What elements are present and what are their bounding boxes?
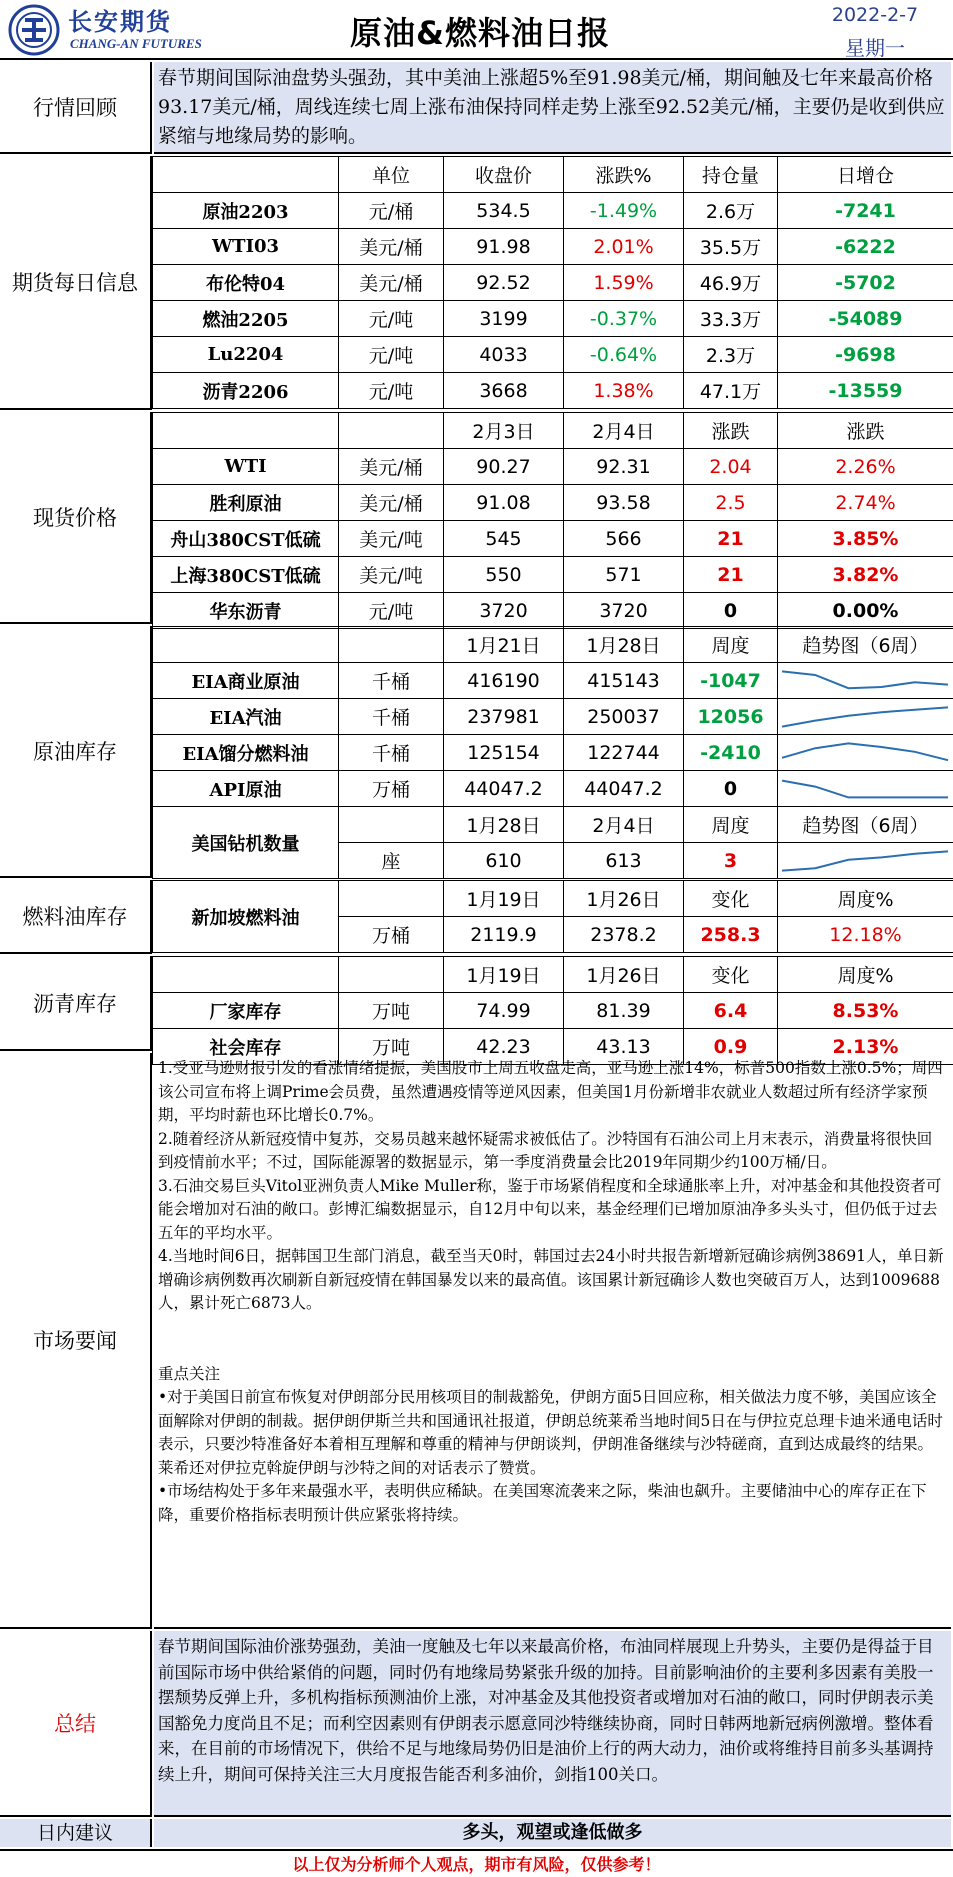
contract-name: Lu2204 <box>153 337 339 373</box>
table-row <box>153 337 953 373</box>
chang-an-logo-icon <box>8 4 60 56</box>
trend-cell <box>778 735 953 771</box>
value-cell: 237981 <box>444 699 564 735</box>
news-item: 3.石油交易巨头Vitol亚洲负责人Mike Muller称，鉴于市场紧俏程度和全球通胀率上升，对冲基金和其他投资者可能会增加对石油的敞口。彭博汇编数据显示，自12月中旬以来，基金经理们已增加原油净多头头寸，但仍低于过去五年的平均水平。 <box>158 1176 942 1242</box>
contract-name: 沥青2206 <box>153 373 339 409</box>
focus-item: •市场结构处于多年来最强水平，表明供应稀缺。在美国寒流袭来之际，柴油也飙升。主要储油中心的库存正在下降，重要价格指标表明预计供应紧张将持续。 <box>158 1482 927 1524</box>
section-label-crude-inventory: 原油库存 <box>0 626 152 878</box>
unit-cell: 元/吨 <box>339 301 444 337</box>
value-cell: 3720 <box>444 593 564 629</box>
value-cell: 415143 <box>564 663 684 699</box>
page-title: 原油&燃料油日报 <box>350 14 610 52</box>
fuel-header-row <box>153 881 953 917</box>
table-row <box>153 193 953 229</box>
contract-name: 原油2203 <box>153 193 339 229</box>
spot-header-blank-2 <box>339 413 444 449</box>
contract-name: 布伦特04 <box>153 265 339 301</box>
trend-cell <box>778 699 953 735</box>
fuel-header-pct: 周度% <box>778 881 953 917</box>
value-cell: 44047.2 <box>444 771 564 807</box>
rig-header-row <box>153 807 953 843</box>
unit-cell: 万桶 <box>339 771 444 807</box>
focus-item: •对于美国日前宣布恢复对伊朗部分民用核项目的制裁豁免，伊朗方面5日回应称，相关做法力度不够，美国应该全面解除对伊朗的制裁。据伊朗伊斯兰共和国通讯社报道，伊朗总统莱希当地时间5日在与伊拉克总理卡迪米通电话时表示，只要沙特准备好本着相互理解和尊重的精神与伊朗谈判，伊朗准备继续与沙特磋商，直到达成最终的结果。莱希还对伊拉克斡旋伊朗与沙特之间的对话表示了赞赏。 <box>158 1388 943 1477</box>
change-cell: 1.59% <box>564 265 684 301</box>
market-news <box>154 1053 951 1629</box>
oi-cell: 33.3万 <box>684 301 778 337</box>
value-cell: 566 <box>564 521 684 557</box>
change-cell: 2.04 <box>684 449 778 485</box>
value-cell: 122744 <box>564 735 684 771</box>
spot-name: 胜利原油 <box>153 485 339 521</box>
section-label-asphalt-inventory: 沥青库存 <box>0 956 152 1051</box>
value-cell: 81.39 <box>564 993 684 1029</box>
crude-header-d2: 1月28日 <box>564 627 684 663</box>
table-row <box>153 301 953 337</box>
inventory-name: EIA商业原油 <box>153 663 339 699</box>
review-text: 春节期间国际油盘势头强劲，其中美油上涨超5%至91.98美元/桶，期间触及七年来最高价格93.17美元/桶，周线连续七周上涨布油保持同样走势上涨至92.52美元/桶，主要仍是收到供应紧缩与地缘局势的影响。 <box>154 62 951 154</box>
close-cell: 92.52 <box>444 265 564 301</box>
spot-header-chg: 涨跌 <box>684 413 778 449</box>
value-cell: 2378.2 <box>564 917 684 953</box>
table-row <box>153 993 953 1029</box>
table-row <box>153 699 953 735</box>
table-row <box>153 485 953 521</box>
week-change-cell: 12056 <box>684 699 778 735</box>
contract-name: WTI03 <box>153 229 339 265</box>
rig-header-week: 周度 <box>684 807 778 843</box>
news-spacer <box>158 1316 947 1363</box>
disclaimer: 以上仅为分析师个人观点，期市有风险，仅供参考！ <box>0 1849 953 1877</box>
unit-cell: 万吨 <box>339 993 444 1029</box>
value-cell: 416190 <box>444 663 564 699</box>
unit-cell: 元/吨 <box>339 337 444 373</box>
pct-cell: 2.13% <box>778 1029 953 1065</box>
value-cell: 92.31 <box>564 449 684 485</box>
trend-line <box>782 707 948 726</box>
unit-cell: 千桶 <box>339 699 444 735</box>
unit-cell: 座 <box>339 843 444 879</box>
oi-cell: 2.6万 <box>684 193 778 229</box>
unit-cell: 美元/桶 <box>339 449 444 485</box>
change-cell: 1.38% <box>564 373 684 409</box>
inventory-name: EIA汽油 <box>153 699 339 735</box>
trend-line <box>782 671 948 688</box>
asphalt-header-blank <box>153 957 339 993</box>
rig-header-trend: 趋势图（6周） <box>778 807 953 843</box>
value-cell: 545 <box>444 521 564 557</box>
change-cell: 21 <box>684 521 778 557</box>
value-cell: 44047.2 <box>564 771 684 807</box>
crude-header-blank <box>153 627 339 663</box>
pct-cell: 8.53% <box>778 993 953 1029</box>
oi-change-cell: -6222 <box>778 229 953 265</box>
pct-cell: 3.85% <box>778 521 953 557</box>
section-label-spot: 现货价格 <box>0 412 152 624</box>
value-cell: 43.13 <box>564 1029 684 1065</box>
value-cell: 550 <box>444 557 564 593</box>
trend-line <box>782 851 948 870</box>
section-label-futures: 期货每日信息 <box>0 156 152 410</box>
value-cell: 2119.9 <box>444 917 564 953</box>
trend-sparkline <box>778 664 952 698</box>
close-cell: 3199 <box>444 301 564 337</box>
trend-cell <box>778 663 953 699</box>
spot-header-d2: 2月4日 <box>564 413 684 449</box>
unit-cell: 美元/吨 <box>339 521 444 557</box>
trend-sparkline <box>778 736 952 770</box>
oi-cell: 46.9万 <box>684 265 778 301</box>
rig-header-d1: 1月28日 <box>444 807 564 843</box>
oi-change-cell: -7241 <box>778 193 953 229</box>
value-cell: 3720 <box>564 593 684 629</box>
table-row <box>153 265 953 301</box>
value-cell: 93.58 <box>564 485 684 521</box>
focus-title: 重点关注 <box>158 1364 221 1383</box>
futures-header-oi: 持仓量 <box>684 157 778 193</box>
trend-line <box>782 743 948 760</box>
oi-cell: 47.1万 <box>684 373 778 409</box>
close-cell: 4033 <box>444 337 564 373</box>
report-date: 2022-2-7 <box>831 4 919 26</box>
pct-cell: 3.82% <box>778 557 953 593</box>
unit-cell: 元/吨 <box>339 373 444 409</box>
asphalt-header-pct: 周度% <box>778 957 953 993</box>
spot-name: WTI <box>153 449 339 485</box>
change-cell: 258.3 <box>684 917 778 953</box>
spot-name: 上海380CST低硫 <box>153 557 339 593</box>
news-item: 1.受亚马逊财报引发的看涨情绪提振，美国股市上周五收盘走高，亚马逊上涨14%，标普500指数上涨0.5%；周四该公司宣布将上调Prime会员费，虽然遭遇疫情等逆风因素，但美国1月份新增非农就业人数超过所有经济学家预期，平均时薪也环比增长0.7%。 <box>158 1059 943 1124</box>
fuel-inventory-table <box>152 880 953 953</box>
section-label-news: 市场要闻 <box>0 1053 152 1629</box>
asphalt-header-d1: 1月19日 <box>444 957 564 993</box>
oi-change-cell: -5702 <box>778 265 953 301</box>
table-row <box>153 593 953 629</box>
trend-sparkline <box>778 844 952 878</box>
spot-header-row <box>153 413 953 449</box>
crude-header-blank-2 <box>339 627 444 663</box>
trend-cell <box>778 771 953 807</box>
rig-header-d2: 2月4日 <box>564 807 684 843</box>
unit-cell: 美元/桶 <box>339 265 444 301</box>
change-cell: 21 <box>684 557 778 593</box>
value-cell: 571 <box>564 557 684 593</box>
value-cell: 125154 <box>444 735 564 771</box>
trend-line <box>782 780 948 797</box>
spot-header-pct: 涨跌 <box>778 413 953 449</box>
trend-sparkline <box>778 772 952 806</box>
change-cell: 2.5 <box>684 485 778 521</box>
unit-cell: 元/桶 <box>339 193 444 229</box>
unit-cell: 千桶 <box>339 663 444 699</box>
news-item: 2.随着经济从新冠疫情中复苏，交易员越来越怀疑需求被低估了。沙特国有石油公司上月末表示，消费量将很快回到疫情前水平；不过，国际能源署的数据显示，第一季度消费量会比2019年同期少约100万桶/日。 <box>158 1129 933 1171</box>
pct-cell: 0.00% <box>778 593 953 629</box>
close-cell: 534.5 <box>444 193 564 229</box>
value-cell: 613 <box>564 843 684 879</box>
asphalt-name: 厂家库存 <box>153 993 339 1029</box>
close-cell: 91.98 <box>444 229 564 265</box>
section-label-fuel-inventory: 燃料油库存 <box>0 880 152 954</box>
rig-count-name: 美国钻机数量 <box>153 807 339 879</box>
trend-cell <box>778 843 953 879</box>
value-cell: 90.27 <box>444 449 564 485</box>
futures-header-blank <box>153 157 339 193</box>
pct-cell: 2.74% <box>778 485 953 521</box>
spot-name: 华东沥青 <box>153 593 339 629</box>
section-label-advice: 日内建议 <box>0 1819 152 1847</box>
table-row <box>153 663 953 699</box>
asphalt-header-row <box>153 957 953 993</box>
unit-cell: 元/吨 <box>339 593 444 629</box>
table-row <box>153 735 953 771</box>
inventory-name: API原油 <box>153 771 339 807</box>
week-change-cell: 0 <box>684 771 778 807</box>
oi-cell: 35.5万 <box>684 229 778 265</box>
asphalt-header-chg: 变化 <box>684 957 778 993</box>
asphalt-header-blank-2 <box>339 957 444 993</box>
oi-cell: 2.3万 <box>684 337 778 373</box>
unit-cell: 美元/吨 <box>339 557 444 593</box>
change-cell: 0.9 <box>684 1029 778 1065</box>
spot-table <box>152 412 953 629</box>
unit-cell: 千桶 <box>339 735 444 771</box>
unit-cell: 美元/桶 <box>339 485 444 521</box>
futures-header-change: 涨跌% <box>564 157 684 193</box>
fuel-header-chg: 变化 <box>684 881 778 917</box>
trend-sparkline <box>778 700 952 734</box>
contract-name: 燃油2205 <box>153 301 339 337</box>
unit-cell: 万吨 <box>339 1029 444 1065</box>
news-item: 4.当地时间6日，据韩国卫生部门消息，截至当天0时，韩国过去24小时共报告新增新冠确诊病例38691人，单日新增确诊病例数再次刷新自新冠疫情在韩国暴发以来的最高值。该国累计新冠确诊人数也突破百万人，达到1009688人，累计死亡6873人。 <box>158 1247 944 1312</box>
brand-name: 长安期货 <box>68 8 172 36</box>
unit-cell: 万桶 <box>339 917 444 953</box>
oi-change-cell: -13559 <box>778 373 953 409</box>
unit-cell: 美元/桶 <box>339 229 444 265</box>
brand-name-en: CHANG-AN FUTURES <box>70 36 202 51</box>
inventory-name: EIA馏分燃料油 <box>153 735 339 771</box>
crude-header-row <box>153 627 953 663</box>
table-row <box>153 229 953 265</box>
close-cell: 3668 <box>444 373 564 409</box>
change-cell: 2.01% <box>564 229 684 265</box>
value-cell: 610 <box>444 843 564 879</box>
futures-header-oi-change: 日增仓 <box>778 157 953 193</box>
fuel-header-blank <box>339 881 444 917</box>
change-cell: 0 <box>684 593 778 629</box>
spot-header-d1: 2月3日 <box>444 413 564 449</box>
change-cell: -1.49% <box>564 193 684 229</box>
crude-inventory-table <box>152 626 953 879</box>
futures-table <box>152 156 953 409</box>
oi-change-cell: -54089 <box>778 301 953 337</box>
table-row <box>153 771 953 807</box>
spot-name: 舟山380CST低硫 <box>153 521 339 557</box>
week-change-cell: 3 <box>684 843 778 879</box>
week-change-cell: -2410 <box>684 735 778 771</box>
change-cell: 6.4 <box>684 993 778 1029</box>
table-row <box>153 557 953 593</box>
table-row <box>153 521 953 557</box>
value-cell: 42.23 <box>444 1029 564 1065</box>
crude-header-week: 周度 <box>684 627 778 663</box>
value-cell: 250037 <box>564 699 684 735</box>
advice-text: 多头，观望或逢低做多 <box>154 1819 951 1847</box>
spot-header-blank <box>153 413 339 449</box>
pct-cell: 2.26% <box>778 449 953 485</box>
report-header <box>0 0 953 60</box>
fuel-inventory-name: 新加坡燃料油 <box>153 881 339 953</box>
fuel-header-d1: 1月19日 <box>444 881 564 917</box>
value-cell: 91.08 <box>444 485 564 521</box>
crude-header-trend: 趋势图（6周） <box>778 627 953 663</box>
asphalt-header-d2: 1月26日 <box>564 957 684 993</box>
value-cell: 74.99 <box>444 993 564 1029</box>
futures-header-unit: 单位 <box>339 157 444 193</box>
rig-header-blank <box>339 807 444 843</box>
report-weekday: 星期一 <box>845 36 905 60</box>
week-change-cell: -1047 <box>684 663 778 699</box>
fuel-header-d2: 1月26日 <box>564 881 684 917</box>
section-label-review: 行情回顾 <box>0 62 152 154</box>
asphalt-name: 社会库存 <box>153 1029 339 1065</box>
change-cell: -0.64% <box>564 337 684 373</box>
table-row <box>153 373 953 409</box>
table-row <box>153 449 953 485</box>
oi-change-cell: -9698 <box>778 337 953 373</box>
pct-cell: 12.18% <box>778 917 953 953</box>
asphalt-inventory-table <box>152 956 953 1065</box>
futures-header-close: 收盘价 <box>444 157 564 193</box>
crude-header-d1: 1月21日 <box>444 627 564 663</box>
change-cell: -0.37% <box>564 301 684 337</box>
section-label-summary: 总结 <box>0 1631 152 1817</box>
futures-header-row <box>153 157 953 193</box>
summary-text: 春节期间国际油价涨势强劲，美油一度触及七年以来最高价格，布油同样展现上升势头，主要仍是得益于目前国际市场中供给紧俏的问题，同时仍有地缘局势紧张升级的加持。目前影响油价的主要利多因素有美股一摆颓势反弹上升，多机构指标预测油价上涨，对冲基金及其他投资者或增加对石油的敞口，同时伊朗表示美国豁免力度尚且不足；而利空因素则有伊朗表示愿意同沙特继续协商，同时日韩两地新冠病例激增。整体看来，在目前的市场情况下，供给不足与地缘局势仍旧是油价上行的两大动力，油价或将维持目前多头基调持续上升，期间可保持关注三大月度报告能否利多油价，剑指100关口。 <box>154 1631 951 1817</box>
